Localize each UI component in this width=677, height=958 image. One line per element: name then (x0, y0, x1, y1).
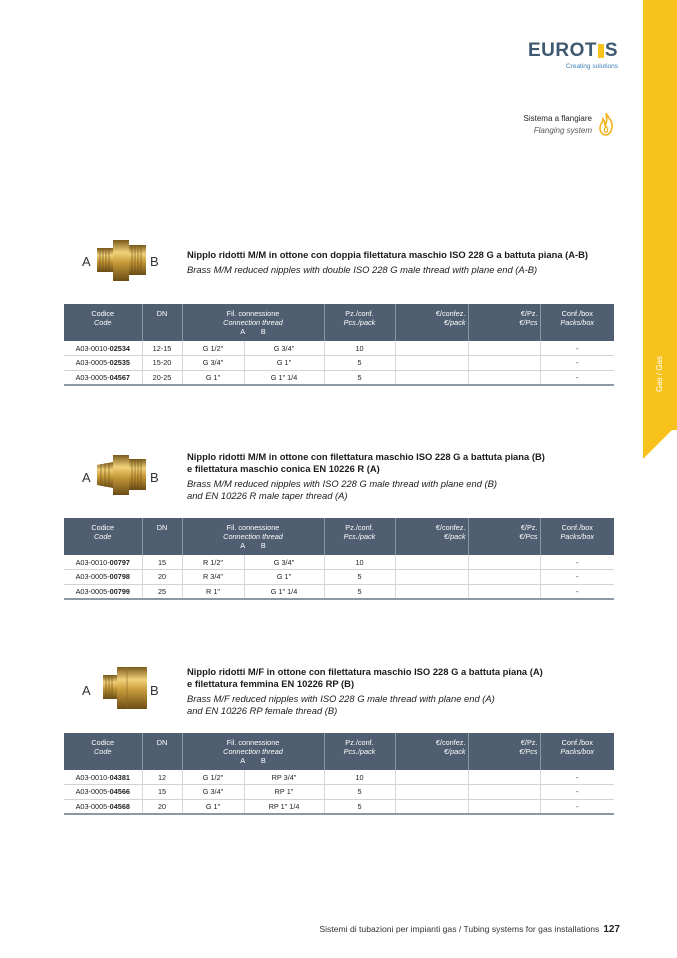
product-table-1 (64, 304, 614, 386)
product-title-it: Nipplo ridotti M/F in ottone con filettatura maschio ISO 228 G a battuta piana (A) e filettatura femmina EN 10226 RP (B) (187, 666, 543, 689)
col-code: Codice Code (64, 518, 142, 555)
brand-tagline: Creating solutions (565, 63, 618, 70)
product-title-en: Brass M/M reduced nipples with ISO 228 G male thread with plane end (B) and EN 10226 R male taper thread (A) (187, 478, 498, 501)
product-title-en: Brass M/F reduced nipples with ISO 228 G male thread with plane end (A) and EN 10226 RP female thread (B) (187, 693, 495, 716)
footer-text: Sistemi di tubazioni per impianti gas / Tubing systems for gas installations (319, 924, 600, 934)
label-b: B (150, 470, 159, 485)
label-a: A (82, 683, 91, 698)
col-box: Conf./box Packs/box (540, 304, 614, 341)
table-row: A03-0010-04381 12 G 1/2" RP 3/4" 10 - (64, 770, 614, 785)
col-box: Conf./box Packs/box (540, 518, 614, 555)
side-tab-label: Gas / Gas (655, 355, 664, 392)
page-footer (300, 924, 620, 935)
label-b: B (150, 683, 159, 698)
col-pcs: Pz./conf. Pcs./pack (324, 304, 395, 341)
col-code: Codice Code (64, 304, 142, 341)
table-row: A03-0005-02535 15-20 G 3/4" G 1" 5 - (64, 356, 614, 371)
system-label (490, 113, 592, 137)
table-row: A03-0010-02534 12-15 G 1/2" G 3/4" 10 - (64, 341, 614, 356)
col-connection: Fil. connessione Connection thread A B (182, 733, 324, 770)
label-b: B (150, 254, 159, 269)
system-label-it: Sistema a flangiare (523, 114, 592, 123)
label-a: A (82, 254, 91, 269)
product-header (64, 446, 614, 506)
col-dn: DN (142, 733, 182, 770)
col-box: Conf./box Packs/box (540, 733, 614, 770)
product-header (64, 661, 614, 721)
col-eur-pcs: €/Pz. €/Pcs (468, 518, 540, 555)
page-number: 127 (603, 924, 620, 935)
side-tab-fold (643, 425, 677, 459)
product-table-2 (64, 518, 614, 600)
col-dn: DN (142, 304, 182, 341)
table-row: A03-0005-04566 15 G 3/4" RP 1" 5 - (64, 785, 614, 800)
col-eur-pcs: €/Pz. €/Pcs (468, 304, 540, 341)
flame-icon (597, 112, 615, 136)
col-eur-pcs: €/Pz. €/Pcs (468, 733, 540, 770)
col-pcs: Pz./conf. Pcs./pack (324, 518, 395, 555)
col-pcs: Pz./conf. Pcs./pack (324, 733, 395, 770)
product-title-en: Brass M/M reduced nipples with double ISO 228 G male thread with plane end (A-B) (187, 264, 538, 275)
col-eur-pack: €/confez. €/pack (395, 518, 468, 555)
brand-name-right: S (604, 40, 618, 61)
brand-name-left: EUROT (528, 40, 597, 61)
logo-mark-icon (598, 44, 604, 58)
product-title-it: Nipplo ridotti M/M in ottone con filettatura maschio ISO 228 G a battuta piana (B) e filettatura maschio conica EN 10226 R (A) (187, 451, 545, 474)
table-row: A03-0005-00799 25 R 1" G 1" 1/4 5 - (64, 584, 614, 599)
col-eur-pack: €/confez. €/pack (395, 304, 468, 341)
product-table-3 (64, 733, 614, 815)
table-row: A03-0005-00798 20 R 3/4" G 1" 5 - (64, 570, 614, 585)
col-code: Codice Code (64, 733, 142, 770)
product-title-it: Nipplo ridotti M/M in ottone con doppia filettatura maschio ISO 228 G a battuta piana (A-B) (187, 249, 589, 260)
col-dn: DN (142, 518, 182, 555)
col-connection: Fil. connessione Connection thread A B (182, 304, 324, 341)
brand-logo (528, 40, 618, 70)
product-header (64, 232, 614, 292)
col-connection: Fil. connessione Connection thread A B (182, 518, 324, 555)
table-row: A03-0010-00797 15 R 1/2" G 3/4" 10 - (64, 555, 614, 570)
col-eur-pack: €/confez. €/pack (395, 733, 468, 770)
table-row: A03-0005-04568 20 G 1" RP 1" 1/4 5 - (64, 799, 614, 814)
label-a: A (82, 470, 91, 485)
system-label-en: Flanging system (533, 126, 592, 135)
table-row: A03-0005-04567 20-25 G 1" G 1" 1/4 5 - (64, 370, 614, 385)
